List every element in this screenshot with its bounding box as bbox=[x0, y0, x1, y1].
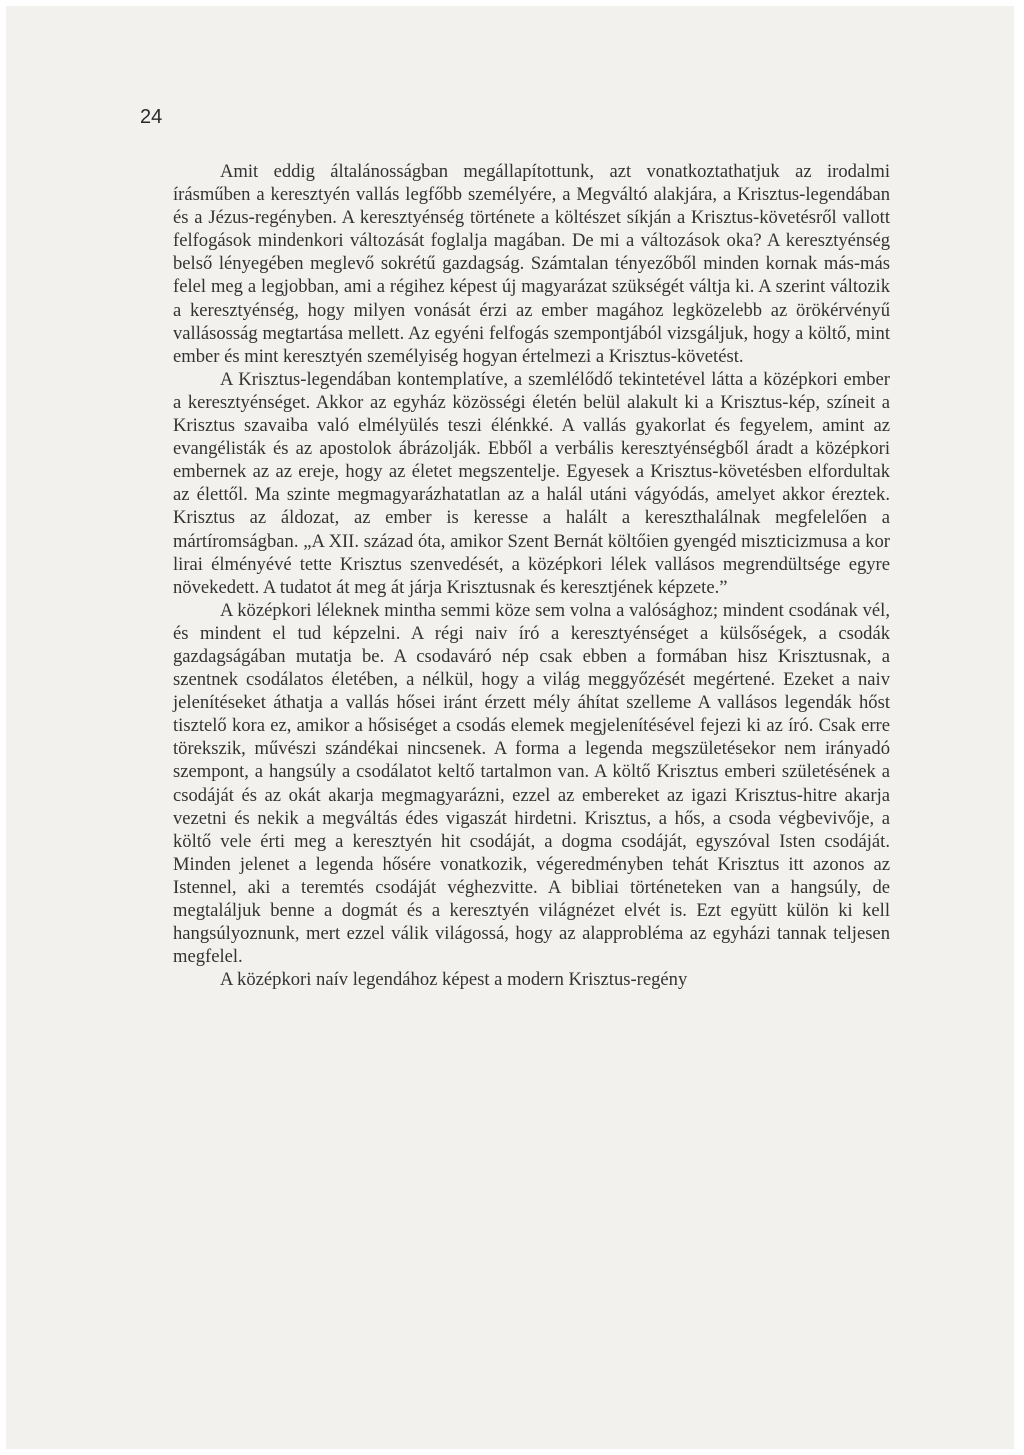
paragraph: Amit eddig általánosságban megállapítottunk, azt vonatkoztathatjuk az irodalmi írásműben a keresztyén vallás legfőbb személyére, a Megváltó alakjára, a Krisztus-legendában és a Jézus-regényben. A keresztyénség története a költészet síkján a Krisztus-követésről vallott felfogások mindenkori változását foglalja magában. De mi a változások oka? A keresztyénség belső lényegében meglevő sokrétű gazdagság. Számtalan tényezőből minden kornak más-más felel meg a legjobban, ami a régihez képest új magyarázat szükségét váltja ki. A szerint változik a keresztyénség, hogy milyen vonását érzi az ember magához legközelebb az örökérvényű vallásosság megtartása mellett. Az egyéni felfogás szempontjából vizsgáljuk, hogy a költő, mint ember és mint keresztyén személyiség hogyan értelmezi a Krisztus-követést. bbox=[173, 161, 890, 367]
paragraph: A középkori naív legendához képest a modern Krisztus-regény bbox=[220, 969, 688, 991]
body-text bbox=[173, 160, 890, 991]
paragraph: A Krisztus-legendában kontemplatíve, a szemlélődő tekintetével látta a középkori ember a keresztyénséget. Akkor az egyház közösségi életén belül alakult ki a Krisztus-kép, színeit a Krisztus szavaiba való elmélyülés teszi élénkké. A vallás gyakorlat és fegyelem, amint az evangélisták és az apostolok ábrázolják. Ebből a verbális keresztyénségből áradt a középkori embernek az az ereje, hogy az életet megszentelje. Egyesek a Krisztus-követésben elfordultak az élettől. Ma szinte megmagyarázhatatlan az a halál utáni vágyódás, amelyet akkor éreztek. Krisztus az áldozat, az ember is keresse a halált a kereszthalálnak megfelelően a mártíromságban. „A XII. század óta, amikor Szent Bernát költőien gyengéd miszticizmusa a kor lirai élményévé tette Krisztus szenvedését, a középkori lélek vallásos megrendültsége egyre növekedett. A tudatot át meg át járja Krisztusnak és keresztjének képzete.” bbox=[173, 368, 890, 598]
paragraph: A középkori léleknek mintha semmi köze sem volna a valósághoz; mindent csodának vél, és mindent el tud képzelni. A régi naiv író a keresztyénséget a külsőségek, a csodák gazdagságában mutatja be. A csodaváró nép csak ebben a formában hisz Krisztusnak, a szentnek csodálatos életében, a nélkül, hogy a világ meggyőzését megértené. Ezeket a naiv jelenítéseket áthatja a vallás hősei iránt érzett mély áhítat szelleme A vallásos legendák hőst tisztelő kora ez, amikor a hősiséget a csodás elemek megjelenítésével fejezi ki az író. Csak erre törekszik, művészi szándékai nincsenek. A forma a legenda megszületésekor nem irányadó szempont, a hangsúly a csodálatot keltő tartalmon van. A költő Krisztus emberi születésének a csodáját és az okát akarja megmagyarázni, ezzel az embereket az igazi Krisztus-hitre akarja vezetni és nekik a megváltás édes vigaszát hirdetni. Krisztus, a hős, a csoda végbevivője, a költő vele érti meg a keresztyén hit csodáját, a dogma csodáját, egyszóval Isten csodáját. Minden jelenet a legenda hősére vonatkozik, végeredményben tehát Krisztus itt azonos az Istennel, aki a teremtés csodáját véghezvitte. A bibliai történeteken van a hangsúly, de megtaláljuk benne a dogmát és a keresztyén világnézet elvét is. Ezt együtt külön ki kell hangsúlyoznunk, mert ezzel válik világossá, hogy az alapprobléma az egyházi tannak teljesen megfelel. bbox=[173, 599, 890, 968]
book-page bbox=[6, 6, 1014, 1449]
page-number: 24 bbox=[140, 106, 163, 128]
